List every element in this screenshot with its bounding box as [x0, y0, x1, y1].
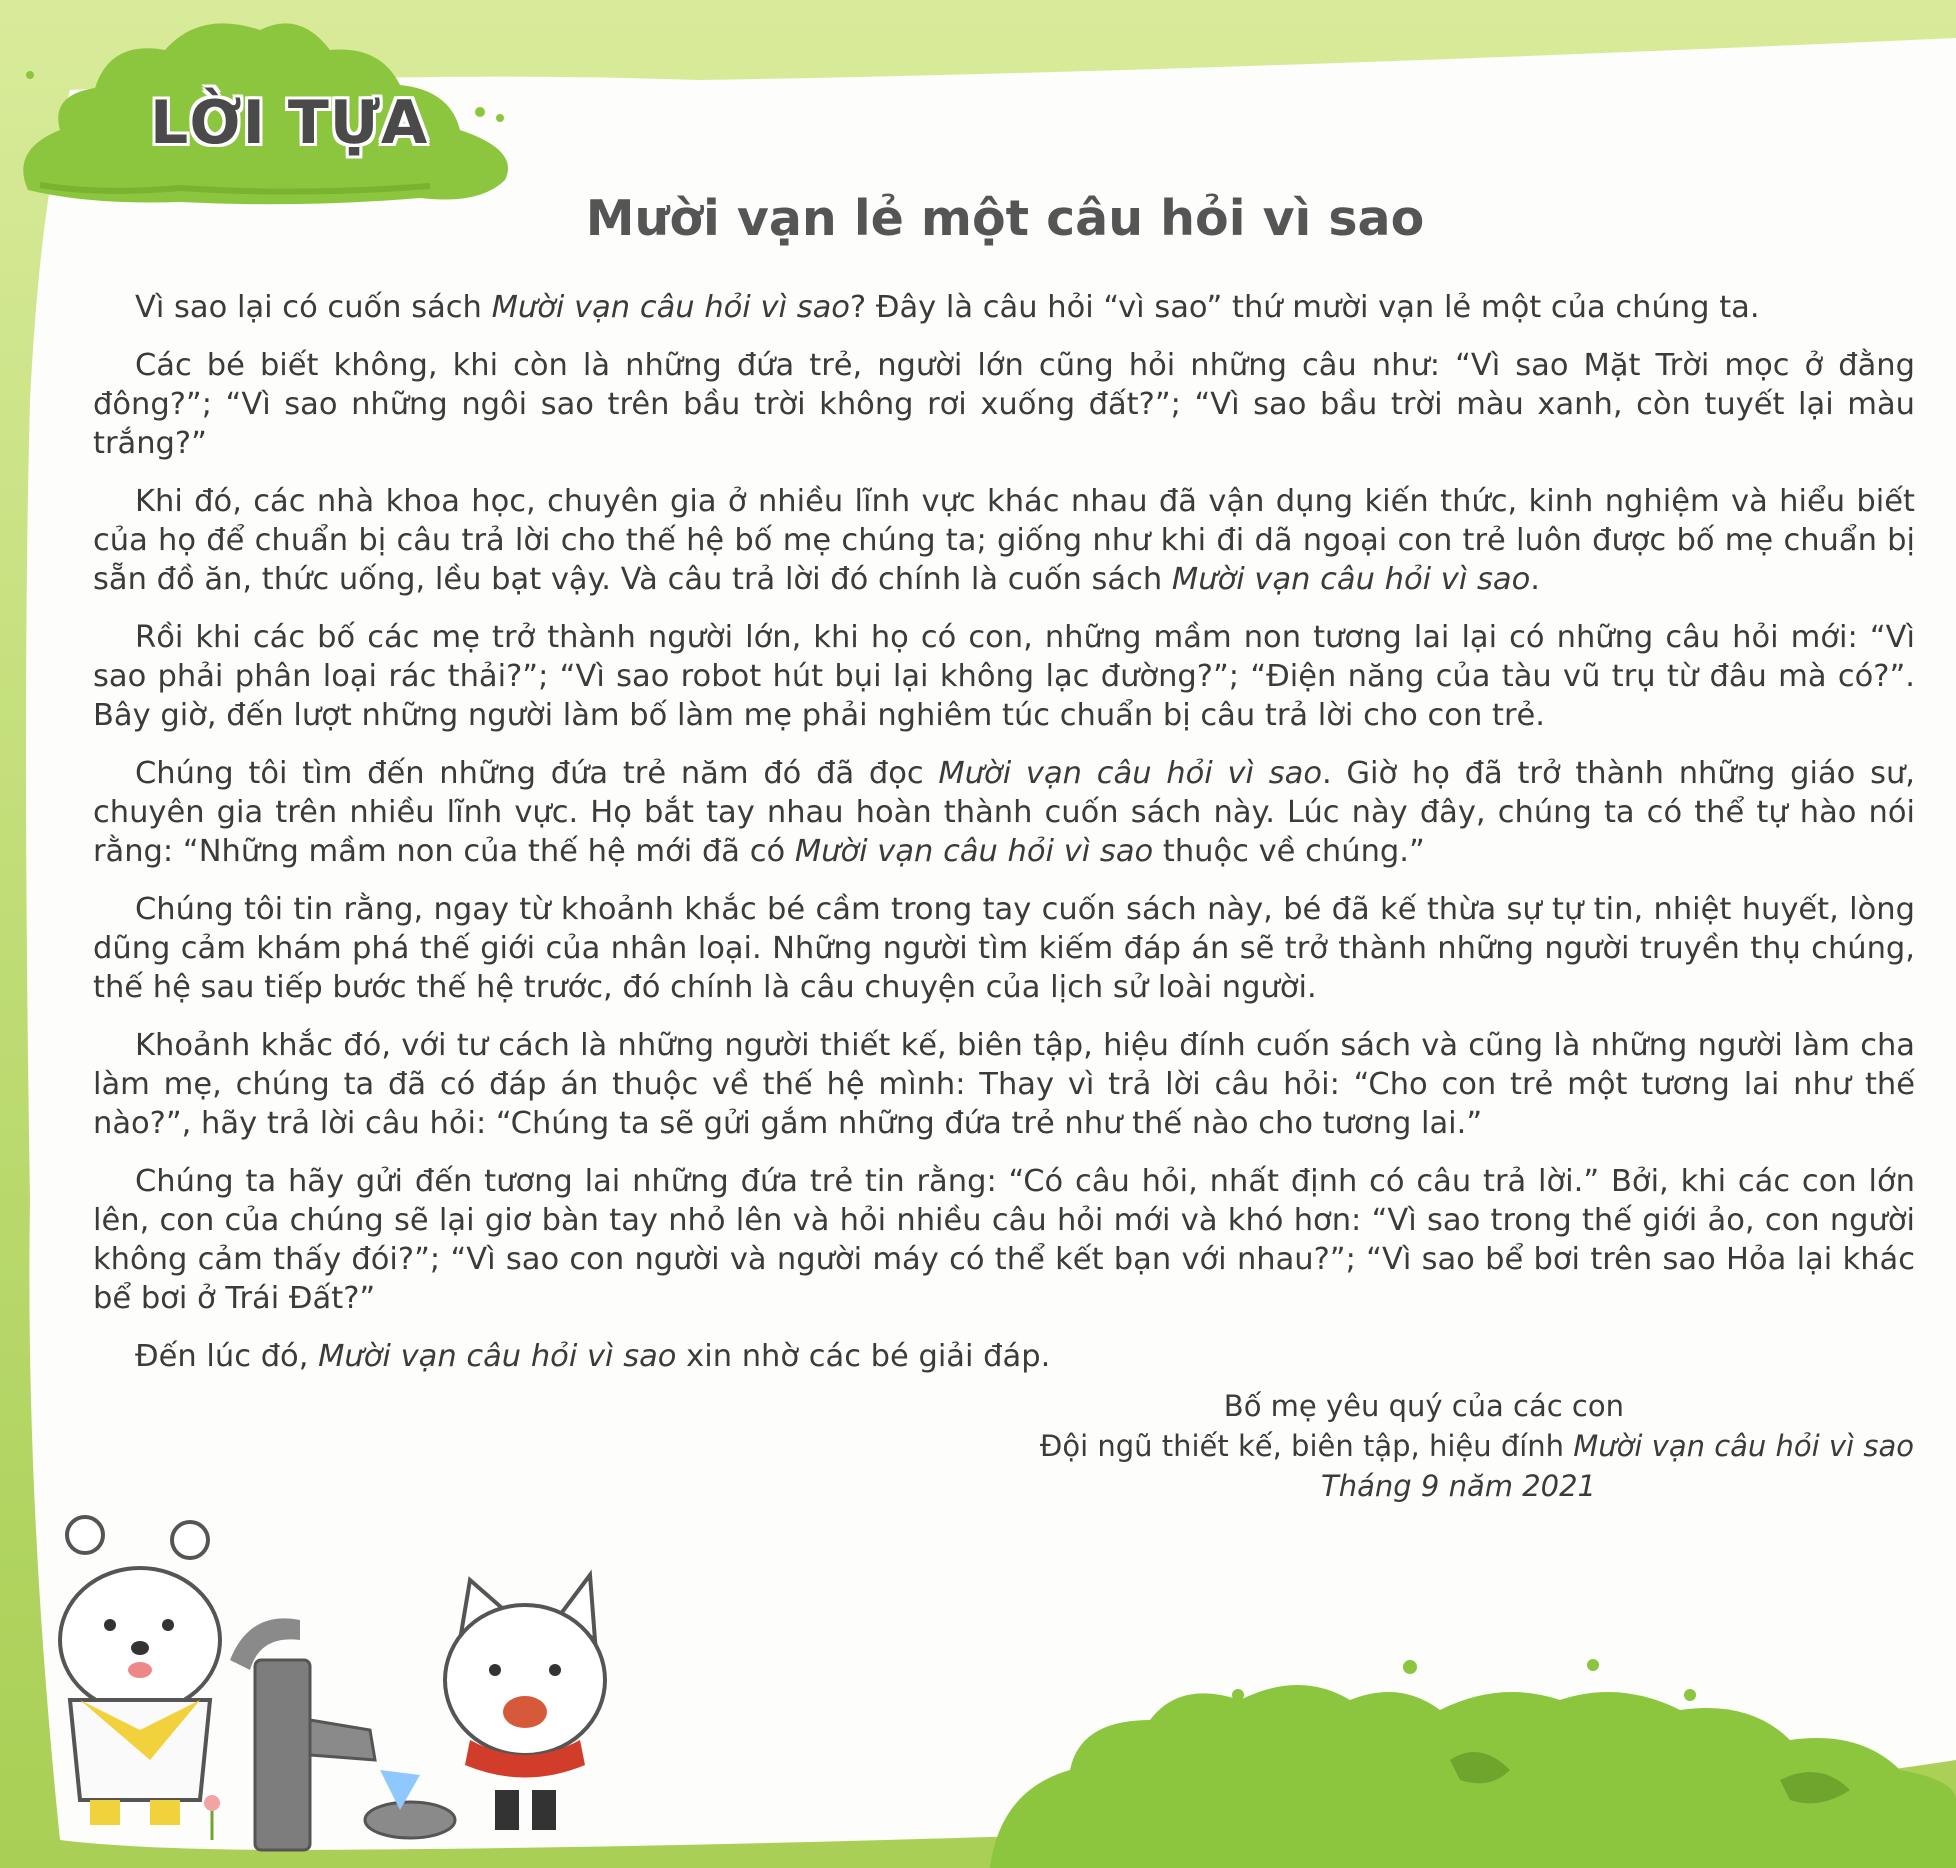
paragraph-text: .: [1530, 562, 1540, 597]
paragraph-text: thuộc về chúng.”: [1153, 834, 1425, 869]
signature-line-date: Tháng 9 năm 2021: [1321, 1469, 1596, 1503]
paragraph-text: ? Đây là câu hỏi “vì sao” thứ mười vạn lẻ một của chúng ta.: [849, 290, 1760, 325]
book-title-text: Mười vạn câu hỏi vì sao: [794, 834, 1154, 869]
signature-team-prefix: Đội ngũ thiết kế, biên tập, hiệu đính: [1039, 1429, 1574, 1463]
paragraph-text: Khoảnh khắc đó, với tư cách là những người thiết kế, biên tập, hiệu đính cuốn sách và cũng là những người làm cha làm mẹ, chúng ta đã có đáp án thuộc về thế hệ mình: Thay vì trả lời câu hỏi: “Cho con trẻ một tương lai như thế nào?”, hãy trả lời câu hỏi: “Chúng ta sẽ gửi gắm những đứa trẻ như thế nào cho tương lai.”: [93, 1028, 1915, 1141]
paragraph-text: Chúng ta hãy gửi đến tương lai những đứa trẻ tin rằng: “Có câu hỏi, nhất định có câu trả lời.” Bởi, khi các con lớn lên, con của chúng sẽ lại giơ bàn tay nhỏ lên và hỏi nhiều câu hỏi mới và khó hơn: “Vì sao trong thế giới ảo, con người không cảm thấy đói?”; “Vì sao con người và người máy có thể kết bạn với nhau?”; “Vì sao bể bơi trên sao Hỏa lại khác bể bơi ở Trái Đất?”: [93, 1164, 1915, 1316]
flower-icon: [204, 1795, 220, 1840]
preface-body: [93, 288, 1915, 1395]
signature-line-parents: Bố mẹ yêu quý của các con: [1223, 1389, 1624, 1423]
paragraph-text: . Giờ họ đã trở thành những giáo sư, chuyên gia trên nhiều lĩnh vực. Họ bắt tay nhau hoàn thành cuốn sách này. Lúc này đây, chúng ta có thể tự hào nói rằng: “Những mầm non của thế hệ mới đã có: [93, 756, 1915, 869]
paragraph-text: Chúng tôi tìm đến những đứa trẻ năm đó đã đọc: [135, 756, 939, 791]
fox-cub-icon: [445, 1575, 605, 1830]
book-title-text: Mười vạn câu hỏi vì sao: [318, 1339, 677, 1374]
book-title-text: Mười vạn câu hỏi vì sao: [1171, 562, 1531, 597]
preface-paragraph: [93, 1337, 1915, 1376]
paragraph-text: xin nhờ các bé giải đáp.: [676, 1339, 1051, 1374]
preface-paragraph: [93, 288, 1915, 327]
paragraph-text: Chúng tôi tin rằng, ngay từ khoảnh khắc bé cầm trong tay cuốn sách này, bé đã kế thừa sự tự tin, nhiệt huyết, lòng dũng cảm khám phá thế giới của nhân loại. Những người tìm kiếm đáp án sẽ trở thành những người truyền thụ chúng, thế hệ sau tiếp bước thế hệ trước, đó chính là câu chuyện của lịch sử loài người.: [93, 892, 1915, 1005]
header-label: LỜI TỰA: [150, 88, 429, 158]
book-title-text: Mười vạn câu hỏi vì sao: [491, 290, 850, 325]
bottom-bush-icon: [990, 1659, 1956, 1868]
book-title-text: Mười vạn câu hỏi vì sao: [938, 756, 1322, 791]
preface-paragraph: [93, 1026, 1915, 1143]
preface-paragraph: [93, 346, 1915, 463]
preface-paragraph: [93, 482, 1915, 599]
preface-paragraph: [93, 618, 1915, 735]
preface-paragraph: [93, 754, 1915, 871]
bottom-illustration: [0, 1480, 1956, 1868]
paragraph-text: Rồi khi các bố các mẹ trở thành người lớn, khi họ có con, những mầm non tương lai lại có những câu hỏi mới: “Vì sao phải phân loại rác thải?”; “Vì sao robot hút bụi lại không lạc đường?”; “Điện năng của tàu vũ trụ từ đâu mà có?”. Bây giờ, đến lượt những người làm bố làm mẹ phải nghiêm túc chuẩn bị câu trả lời cho con trẻ.: [93, 620, 1915, 733]
preface-paragraph: [93, 1162, 1915, 1318]
signature-line-team: [914, 1426, 1914, 1466]
preface-paragraph: [93, 890, 1915, 1007]
water-pump-icon: [230, 1618, 455, 1850]
paragraph-text: Các bé biết không, khi còn là những đứa trẻ, người lớn cũng hỏi những câu như: “Vì sao Mặt Trời mọc ở đằng đông?”; “Vì sao những ngôi sao trên bầu trời không rơi xuống đất?”; “Vì sao bầu trời màu xanh, còn tuyết lại màu trắng?”: [93, 348, 1915, 461]
polar-bear-icon: [60, 1517, 220, 1825]
page-title: Mười vạn lẻ một câu hỏi vì sao: [585, 190, 1425, 247]
paragraph-text: Khi đó, các nhà khoa học, chuyên gia ở nhiều lĩnh vực khác nhau đã vận dụng kiến thức, kinh nghiệm và hiểu biết của họ để chuẩn bị câu trả lời cho thế hệ bố mẹ chúng ta; giống như khi đi dã ngoại con trẻ luôn được bố mẹ chuẩn bị sẵn đồ ăn, thức uống, lều bạt vậy. Và câu trả lời đó chính là cuốn sách: [93, 484, 1915, 597]
paragraph-text: Đến lúc đó,: [135, 1339, 319, 1374]
signature-team-book-title: Mười vạn câu hỏi vì sao: [1573, 1429, 1914, 1463]
paragraph-text: Vì sao lại có cuốn sách: [135, 290, 492, 325]
